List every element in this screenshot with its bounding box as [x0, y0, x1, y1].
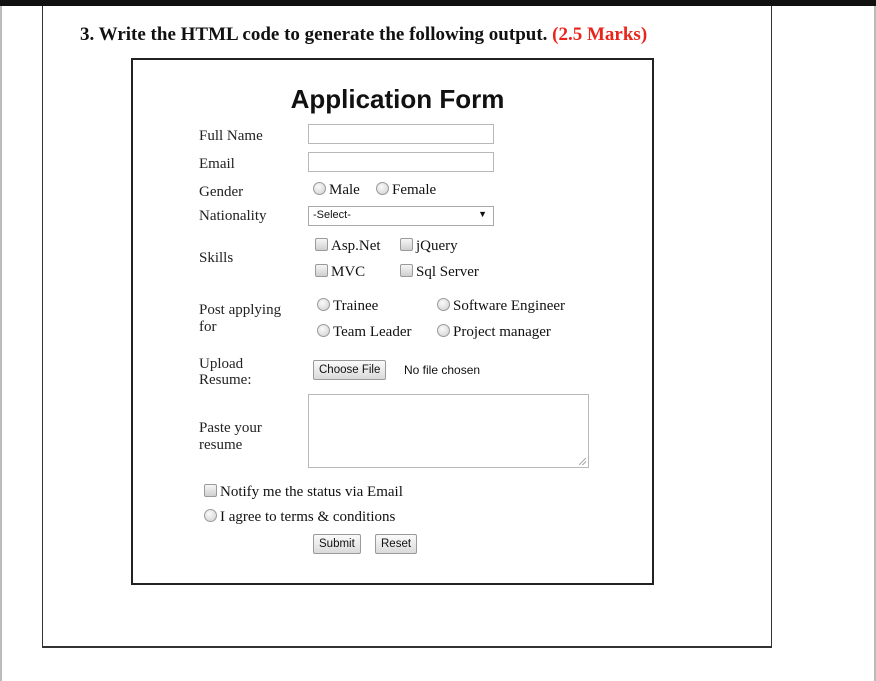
label-full-name: Full Name — [199, 128, 263, 144]
skill-mvc-checkbox[interactable] — [315, 264, 328, 277]
label-upload-line2: Resume: — [199, 372, 252, 388]
label-post-line2: for — [199, 319, 217, 335]
skill-sqlserver-option[interactable] — [400, 264, 479, 281]
resume-textarea[interactable] — [308, 394, 589, 468]
label-post-line1: Post applying — [199, 302, 282, 318]
question-heading — [80, 24, 647, 46]
post-trainee-option[interactable] — [317, 298, 378, 315]
skill-aspnet-label: Asp.Net — [331, 238, 381, 254]
question-number: 3. — [80, 24, 95, 45]
gender-female-radio[interactable] — [376, 182, 389, 195]
skill-jquery-option[interactable] — [400, 238, 458, 255]
post-project-manager-option[interactable] — [437, 324, 551, 341]
post-software-engineer-radio[interactable] — [437, 298, 450, 311]
post-team-leader-option[interactable] — [317, 324, 411, 341]
label-skills: Skills — [199, 250, 234, 266]
reset-button[interactable]: Reset — [375, 534, 417, 554]
skill-jquery-label: jQuery — [416, 238, 458, 254]
skill-sqlserver-checkbox[interactable] — [400, 264, 413, 277]
skill-sqlserver-label: Sql Server — [416, 264, 479, 280]
post-trainee-label: Trainee — [333, 298, 379, 314]
agree-radio[interactable] — [204, 509, 217, 522]
post-software-engineer-option[interactable] — [437, 298, 565, 315]
skill-aspnet-checkbox[interactable] — [315, 238, 328, 251]
choose-file-button[interactable]: Choose File — [313, 360, 386, 380]
post-trainee-radio[interactable] — [317, 298, 330, 311]
agree-option[interactable] — [204, 509, 395, 526]
application-form-image — [131, 58, 654, 585]
question-text: Write the HTML code to generate the following output. — [98, 24, 548, 45]
post-project-manager-label: Project manager — [453, 324, 551, 340]
notify-option[interactable] — [204, 484, 403, 501]
question-marks: (2.5 Marks) — [552, 24, 648, 45]
skill-aspnet-option[interactable] — [315, 238, 381, 255]
gender-female-option[interactable] — [376, 182, 436, 199]
agree-label: I agree to terms & conditions — [220, 509, 396, 525]
dropdown-arrow-icon: ▼ — [478, 209, 487, 219]
gender-female-label: Female — [392, 182, 437, 198]
skill-mvc-option[interactable] — [315, 264, 365, 281]
label-paste-line1: Paste your — [199, 420, 262, 436]
post-team-leader-radio[interactable] — [317, 324, 330, 337]
full-name-input[interactable] — [308, 124, 494, 144]
gender-male-radio[interactable] — [313, 182, 326, 195]
email-input[interactable] — [308, 152, 494, 172]
label-gender: Gender — [199, 184, 244, 200]
nationality-select[interactable] — [308, 206, 494, 226]
submit-button[interactable]: Submit — [313, 534, 361, 554]
gender-male-label: Male — [329, 182, 360, 198]
resize-grip-icon[interactable] — [579, 458, 586, 465]
label-nationality: Nationality — [199, 208, 267, 224]
post-team-leader-label: Team Leader — [333, 324, 412, 340]
file-status-text: No file chosen — [404, 363, 481, 377]
label-email: Email — [199, 156, 235, 172]
notify-checkbox[interactable] — [204, 484, 217, 497]
gender-male-option[interactable] — [313, 182, 360, 199]
form-title: Application Form — [290, 84, 505, 114]
skill-mvc-label: MVC — [331, 264, 366, 280]
frame-left — [0, 6, 2, 681]
skill-jquery-checkbox[interactable] — [400, 238, 413, 251]
post-software-engineer-label: Software Engineer — [453, 298, 566, 314]
notify-label: Notify me the status via Email — [220, 484, 403, 500]
nationality-selected-value: -Select- — [313, 209, 351, 221]
label-paste-line2: resume — [199, 437, 243, 453]
post-project-manager-radio[interactable] — [437, 324, 450, 337]
label-upload-line1: Upload — [199, 356, 244, 372]
